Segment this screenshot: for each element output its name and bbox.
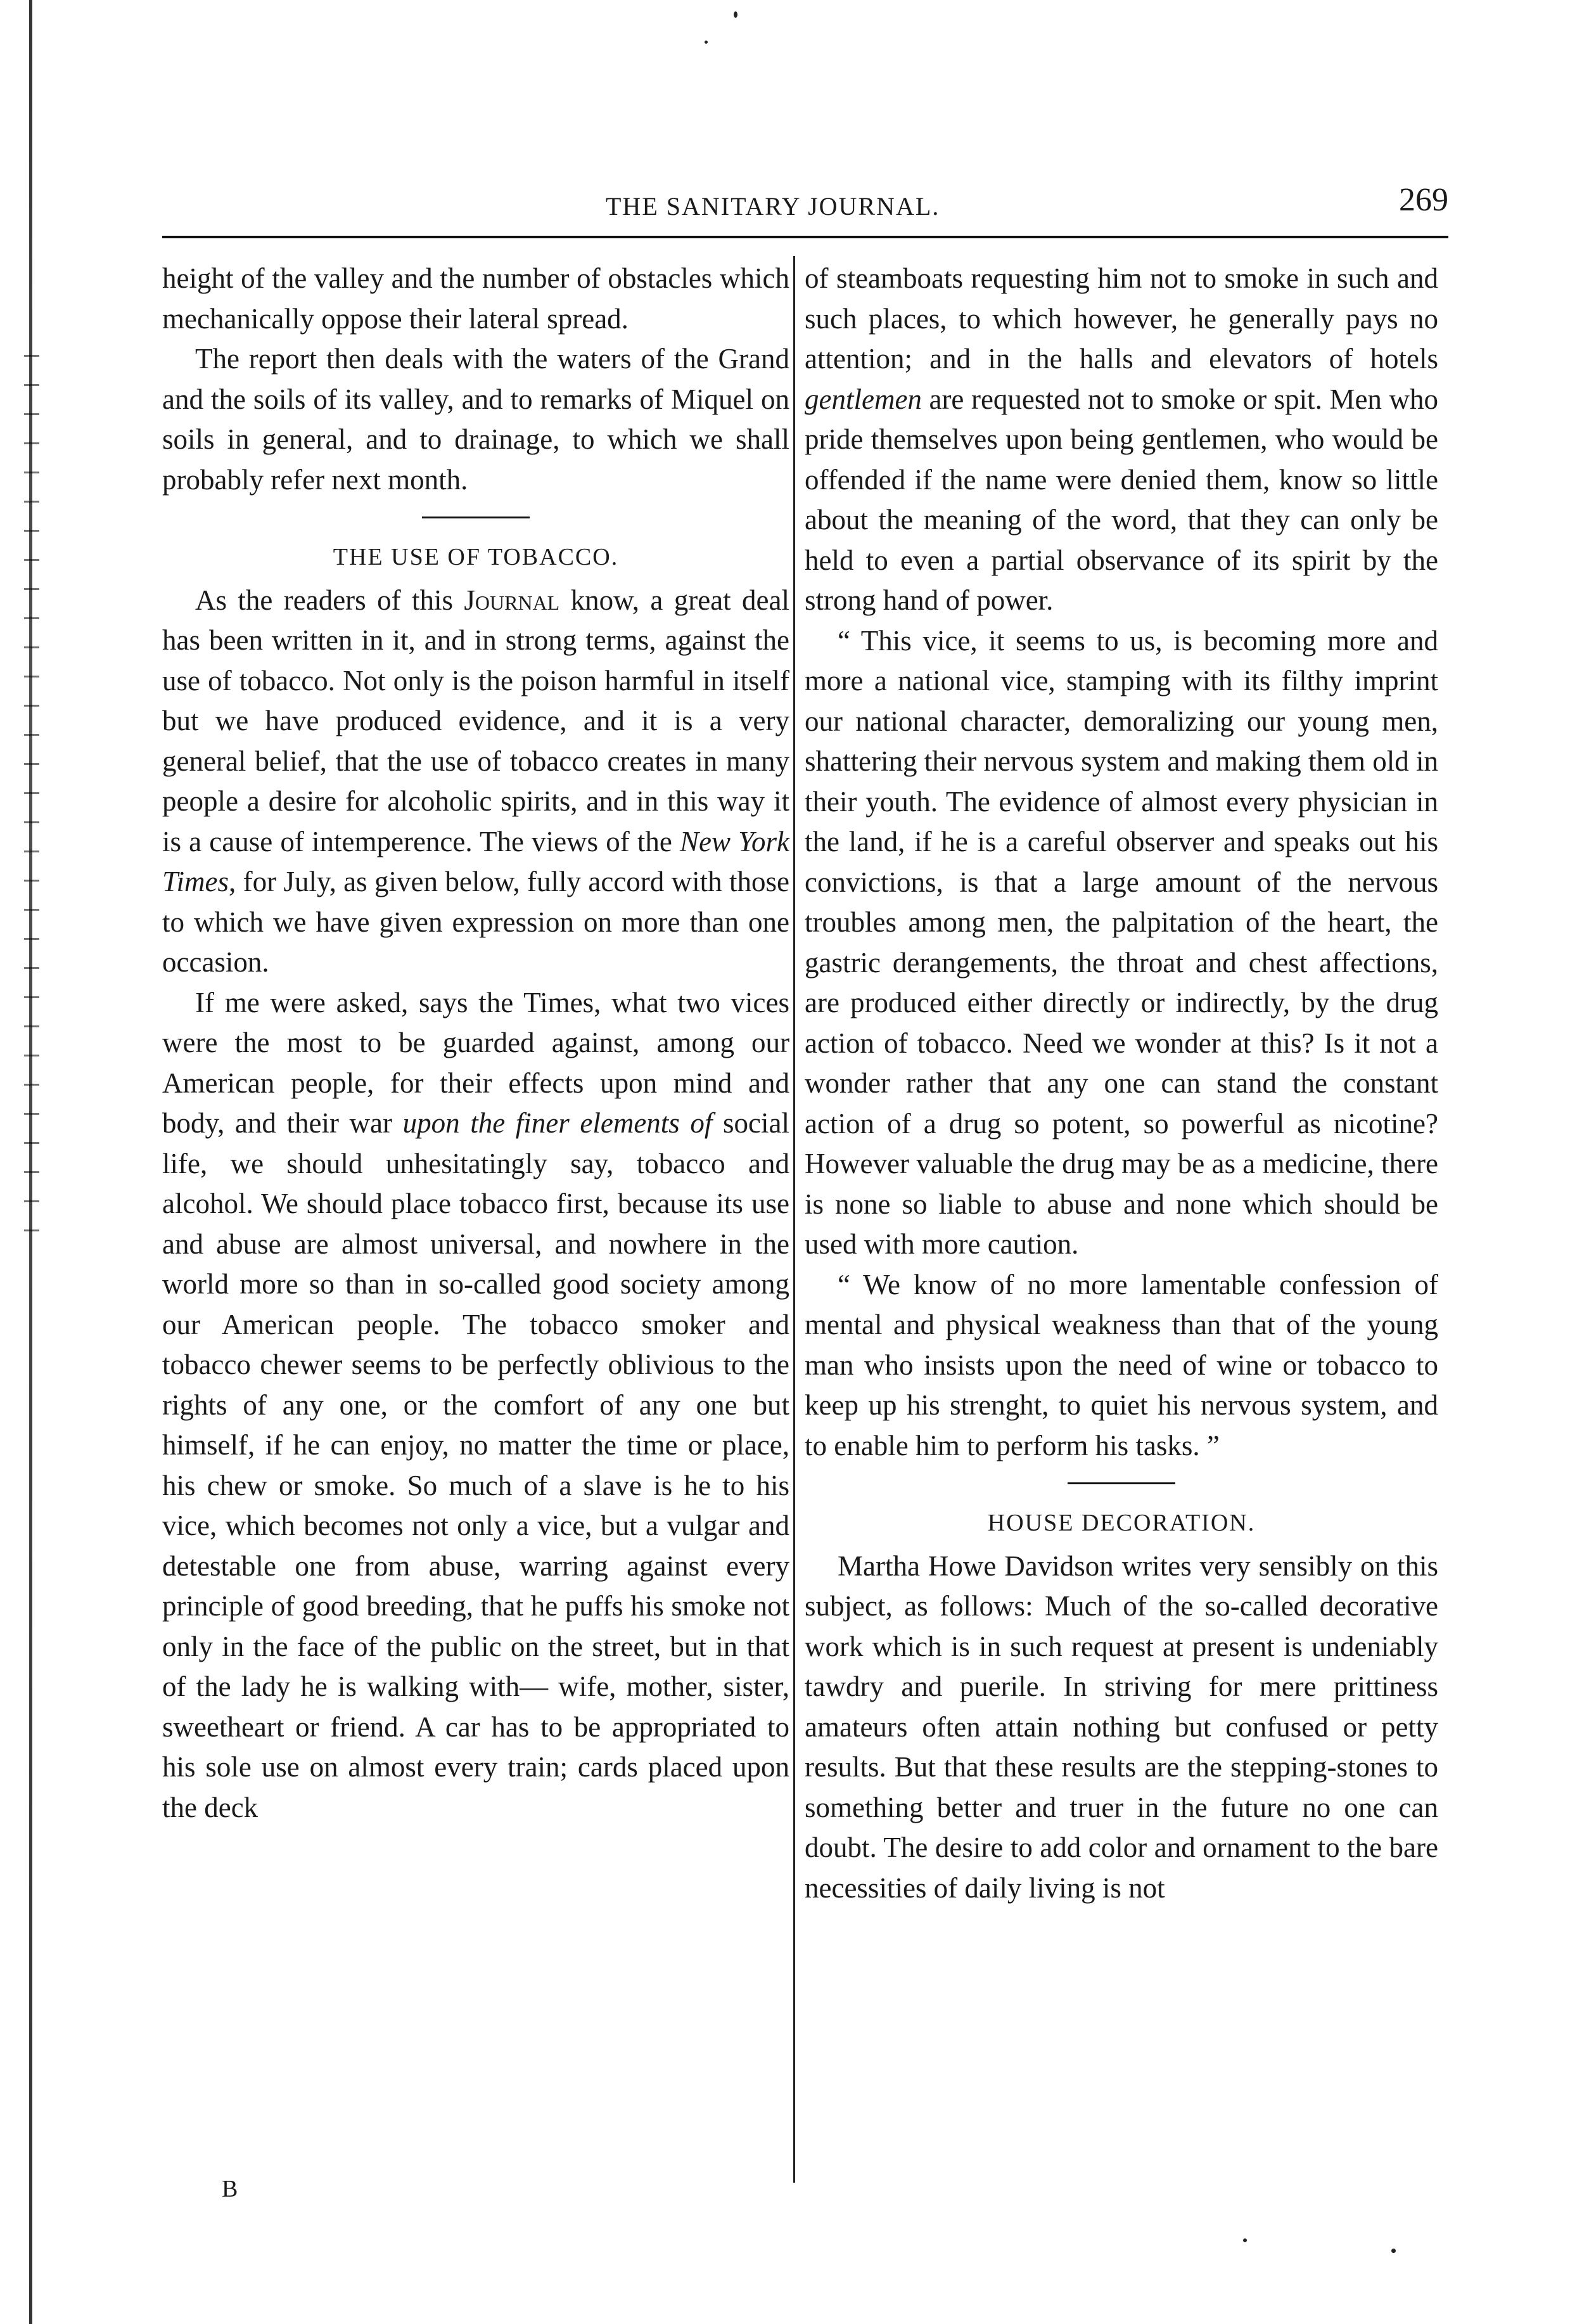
text-run: know, a great deal has been written in it, and in strong terms, against the use of tobacco. Not only is the poison harmful in itself but we have produced evidence, and it is a very general belief, that the use of tobacco creates in many people a desire for alcoholic spirits, and in this way it is a cause of intemperence. The views of the [162, 584, 790, 857]
section-title-decoration: HOUSE DECORATION. [987, 1510, 1256, 1536]
page-number: 269 [1399, 182, 1448, 218]
section-divider [422, 517, 530, 518]
paragraph-tobacco-intro [162, 581, 789, 983]
paragraph-national-vice: “ This vice, it seems to us, is becoming more and more a national vice, stamping with its filthy imprint our national character, demoralizing our young men, shattering their nervous system and making them old in their youth. The evidence of almost every physician in the land, if he is a careful observer and speaks out his convictions, is that a large amount of the nervous troubles among men, the palpitation of the heart, the gastric derangements, the throat and chest affections, are produced either directly or indirectly, by the drug action of tobacco. Need we wonder at this? Is it not a wonder rather that any one can stand the constant action of a drug so potent, so powerful as nicotine? However valuable the drug may be as a medicine, there is none so liable to abuse and none which should be used with more caution. [805, 624, 1438, 1260]
text-run: If me were asked, says the Times, what two vices were the most to be guarded against, among our American people, for their effects upon mind and body, and their war [162, 986, 789, 1139]
text-run: social life, we should unhesitatingly say, tobacco and alcohol. We should place tobacco first, because its use and abuse are almost universal, and nowhere in the world more so than in so-called good society among our American people. The tobacco smoker and tobacco chewer seems to be perfectly oblivious to the rights of any one, or the comfort of any one but himself, if he can enjoy, no matter the time or place, his chew or smoke. So much of a slave is he to his vice, which becomes not only a vice, but a vulgar and detestable one from abuse, warring against every principle of good breeding, that he puffs his smoke not only in the face of the public on the street, but in that of the lady he is walking with— wife, mother, sister, sweetheart or friend. A car has to be appropriated to his sole use on almost every train; cards placed upon the deck [162, 1107, 789, 1823]
section-title-tobacco: THE USE OF TOBACCO. [333, 544, 619, 570]
ink-speck [1391, 2249, 1396, 2253]
right-column [805, 259, 1438, 1908]
signature-mark: B [222, 2176, 238, 2202]
paragraph-valley-end: height of the valley and the number of obstacles which mechanically oppose their lateral spread. [162, 262, 789, 335]
italic-gentlemen: gentlemen [805, 383, 922, 415]
header-rule [162, 236, 1448, 238]
italic-phrase: upon the finer elements of [402, 1107, 713, 1139]
left-column [162, 259, 789, 1828]
column-divider [793, 256, 795, 2183]
ink-speck [734, 11, 737, 18]
section-divider [1068, 1482, 1175, 1484]
text-run: , for July, as given below, fully accord with those to which we have given expression on more than one occasion. [162, 866, 789, 978]
running-title: THE SANITARY JOURNAL. [606, 192, 940, 221]
paragraph-times-quote [162, 983, 789, 1828]
page-header [162, 177, 1448, 234]
newspaper-name: New York Times [162, 825, 790, 897]
ink-speck [705, 41, 708, 44]
text-run: As the readers of this [195, 584, 464, 616]
text-run: of steamboats requesting him not to smoke in such and such places, to which however, he generally pays no attention; and in the halls and elevators of hotels [805, 262, 1438, 375]
ink-speck [1243, 2238, 1247, 2242]
journal-name: Journal [464, 584, 560, 616]
binding-specks [24, 355, 39, 1242]
text-run: are requested not to smoke or spit. Men who pride themselves upon being gentlemen, who would be offended if the name were denied them, know so little about the meaning of the word, that they can only be held to even a partial observance of its spirit by the strong hand of power. [805, 383, 1438, 616]
paragraph-steamboats [805, 259, 1438, 621]
paragraph-lamentable: “ We know of no more lamentable confession of mental and physical weakness than that of the young man who insists upon the need of wine or tobacco to keep up his strenght, to quiet his nervous system, and to enable him to perform his tasks. ” [805, 1268, 1438, 1461]
paragraph-report: The report then deals with the waters of the Grand and the soils of its valley, and to remarks of Miquel on soils in general, and to drainage, to which we shall probably refer next month. [162, 343, 789, 496]
paragraph-decoration: Martha Howe Davidson writes very sensibly on this subject, as follows: Much of the so-called decorative work which is in such request at present is undeniably tawdry and puerile. In striving for mere prittiness amateurs often attain nothing but confused or petty results. But that these results are the stepping-stones to something better and truer in the future no one can doubt. The desire to add color and ornament to the bare necessities of daily living is not [805, 1550, 1438, 1904]
